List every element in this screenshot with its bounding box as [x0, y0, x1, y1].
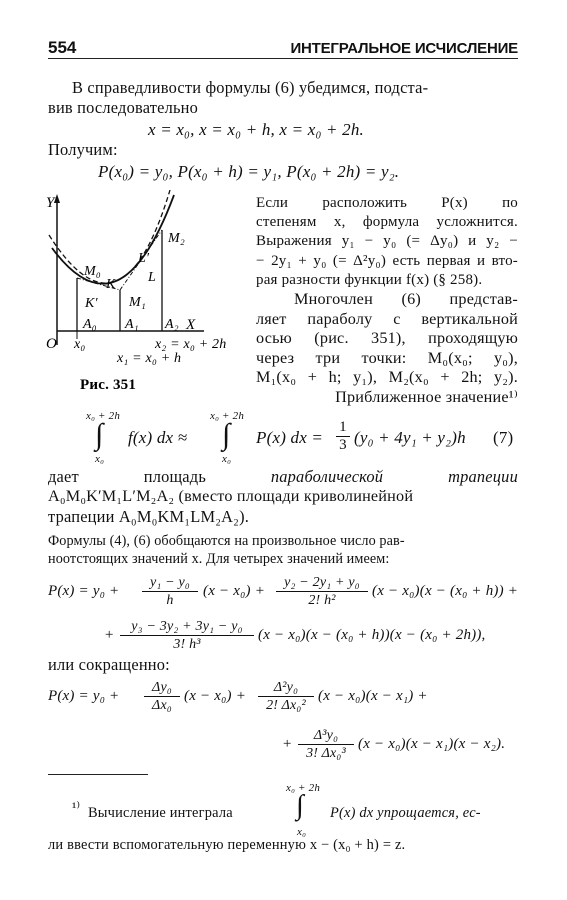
footnote-text-2: ли ввести вспомогательную переменную x − (x₀ + h) = z. — [48, 837, 406, 853]
small-paragraph-line-1: Формулы (4), (6) обобщаются на произвольное число рав- — [48, 533, 405, 549]
fs-frac-2: $\frac{\text{Δ²y₀}}{\text{2! Δx₀²}}$ — [258, 679, 314, 714]
p1-line: рая разности функции f(x) (§ 258). — [256, 271, 483, 288]
label-x1: x₁ = x₀ + h — [117, 351, 182, 366]
right-paragraph-1 — [256, 194, 518, 290]
word: дает — [48, 467, 79, 486]
p1-line: Выражения y₁ − y₀ (= Δy₀) и y₂ − — [256, 233, 518, 250]
label-X: X — [186, 317, 196, 333]
label-M2: M₂ — [168, 231, 185, 246]
integral-sign: ∫ — [222, 418, 231, 451]
fraction-one-third: $\frac{1}{3}$ — [336, 419, 350, 454]
p2-line: Приближенное значение¹⁾ — [335, 387, 518, 406]
intro-line-2: вив последовательно — [48, 98, 199, 117]
word-italic: трапеции — [448, 467, 518, 486]
intro-get: Получим: — [48, 140, 118, 159]
fs-b-tail: (x − x₀)(x − x₁)(x − x₂). — [358, 736, 506, 752]
label-O: O — [46, 336, 58, 352]
label-L-prime: L′ — [138, 251, 150, 266]
fp-mid: (x − x₀) + — [203, 583, 266, 599]
small-paragraph-line-2: ноотстоящих значений x. Для четырех значений имеем: — [48, 551, 390, 567]
figure-351 — [44, 190, 254, 400]
fp-frac-3: $\frac{\text{y₃ − 3y₂ + 3y₁ − y₀}}{\text{3! h³}}$ — [120, 618, 254, 653]
fs-tail: (x − x₀)(x − x₁) + — [318, 688, 428, 704]
fp-b-lead: + — [104, 627, 115, 643]
simpson-sum: (y₀ + 4y₁ + y₂)h — [354, 428, 466, 447]
footnote-integral-lower: x₀ — [297, 826, 307, 838]
p2-line: Многочлен (6) представ- — [294, 290, 518, 308]
fs-b-lead: + — [282, 736, 293, 752]
after7-line-1 — [48, 467, 518, 487]
label-x0: x₀ — [74, 337, 86, 352]
results-formula: P(x₀) = y₀, P(x₀ + h) = y₁, P(x₀ + 2h) = y₂. — [98, 162, 400, 181]
integral-lower-limit: x₀ — [222, 453, 232, 465]
footnote-text-1: Вычисление интеграла — [88, 805, 233, 821]
word: площадь — [143, 467, 206, 486]
after7-line-2: A₀M₀K′M₁L′M₂A₂ (вместо площади криволинейной — [48, 487, 414, 505]
label-M1: M₁ — [129, 295, 146, 310]
page-header — [48, 32, 518, 59]
label-K: K — [106, 277, 116, 292]
p2-line: M₁(x₀ + h; y₁), M₂(x₀ + 2h; y₂). — [256, 368, 518, 387]
running-title: ИНТЕГРАЛЬНОЕ ИСЧИСЛЕНИЕ — [290, 40, 518, 57]
label-Y: Y — [46, 195, 55, 211]
label-A1: A₁ — [125, 317, 139, 332]
footnote-integrand: P(x) dx упрощается, ес- — [330, 805, 481, 821]
page-number: 554 — [48, 38, 77, 57]
p2-line: ляет параболу с вертикальной — [256, 309, 518, 328]
fs-frac-3: $\frac{\text{Δ³y₀}}{\text{3! Δx₀³}}$ — [298, 727, 354, 762]
footnote-marker: ¹⁾ — [72, 800, 81, 816]
after7-line-3: трапеции A₀M₀KM₁LM₂A₂). — [48, 507, 250, 526]
integral-right: P(x) dx = — [256, 428, 324, 447]
integral-upper-limit: x₀ + 2h — [86, 410, 121, 422]
word-italic: параболической — [270, 467, 384, 486]
fp-lead: P(x) = y₀ + — [48, 583, 120, 599]
right-paragraph-2 — [256, 290, 518, 408]
fp-frac-2: $\frac{\text{y₂ − 2y₁ + y₀}}{\text{2! h²}}$ — [276, 574, 368, 609]
footnote-separator — [48, 774, 148, 775]
figure-caption: Рис. 351 — [80, 377, 137, 393]
footnote-integral-upper: x₀ + 2h — [286, 782, 321, 794]
integral-left: f(x) dx ≈ — [128, 428, 188, 447]
p1-line: Если расположить P(x) по — [256, 195, 518, 211]
label-A2: A₂ — [165, 317, 179, 332]
substitutions: x = x₀, x = x₀ + h, x = x₀ + 2h. — [148, 120, 365, 139]
fp-b-tail: (x − x₀)(x − (x₀ + h))(x − (x₀ + 2h)), — [258, 627, 486, 643]
y-axis-arrow — [54, 194, 60, 203]
label-M0: M₀ — [84, 264, 101, 279]
intro-line-1: В справедливости формулы (6) убедимся, подста- — [72, 78, 429, 97]
footnote-integral-sign: ∫ — [296, 790, 304, 821]
equation-number-7: (7) — [493, 428, 514, 447]
fs-lead: P(x) = y₀ + — [48, 688, 120, 704]
label-A0: A₀ — [83, 317, 97, 332]
fp-frac-1: $\frac{\text{y₁ − y₀}}{h}$ — [142, 574, 198, 609]
short-form-label: или сокращенно: — [48, 655, 170, 674]
fs-mid: (x − x₀) + — [184, 688, 247, 704]
integral-upper-limit: x₀ + 2h — [210, 410, 245, 422]
integral-sign: ∫ — [95, 418, 104, 451]
p1-line: − 2y₁ + y₀ (= Δ²y₀) есть первая и вто- — [256, 252, 518, 269]
p1-line: степеням x, формула усложнится. — [256, 214, 518, 231]
integral-lower-limit: x₀ — [95, 453, 105, 465]
label-K-prime: K′ — [85, 296, 98, 311]
fp-tail: (x − x₀)(x − (x₀ + h)) + — [372, 583, 519, 599]
p2-line: через три точки: M₀(x₀; y₀), — [256, 348, 518, 367]
p2-line: осью (рис. 351), проходящую — [256, 329, 518, 348]
label-L: L — [148, 270, 156, 285]
fs-frac-1: $\frac{\text{Δy₀}}{\text{Δx₀}}$ — [144, 679, 180, 714]
label-x2: x₂ = x₀ + 2h — [155, 337, 227, 352]
